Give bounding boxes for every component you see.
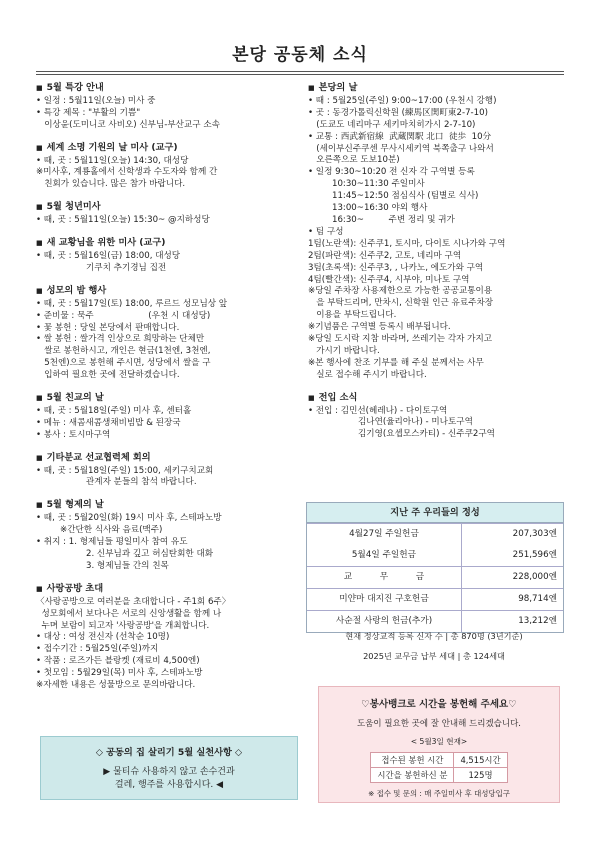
section-title-text: 전입 소식 [318,391,358,403]
section-line: 입하여 필요한 곳에 전달하겠습니다. [36,370,180,381]
section-line: 친회가 있습니다. 많은 참가 바랍니다. [36,179,186,190]
section-line: 이용을 부탁드립니다. [308,310,397,321]
volunteer-bank-table [370,752,507,783]
section-line: 13:00~16:30 야외 행사 [332,203,428,214]
section-line: 3. 형제님들 간의 친목 [86,560,169,571]
square-bullet-icon: ■ [36,501,43,510]
section-line: • 메뉴 : 새콤새콤생채비빔밥 & 된장국 [36,417,181,428]
left-section [36,201,306,227]
offering-label: 교 무 금 [307,567,462,588]
section-line: • 때, 곳 : 5월17일(토) 18:00, 루르드 성모님상 앞 [36,298,228,309]
offering-amount: 251,596엔 [512,550,557,560]
page-title: 본당 공동체 소식 [232,45,368,65]
section-title-text: 5월 청년미사 [46,201,101,213]
section-line: 2. 신부님과 깊고 허심탄회한 대화 [86,549,214,559]
section-line: • 전입 : 김민선(헤레나) - 다이토구역 [308,405,448,416]
section-title [308,82,566,95]
square-bullet-icon: ■ [308,84,315,92]
table-cell: 접수된 봉헌 시간 [371,753,454,768]
table-cell: 125명 [454,768,507,783]
section-line: 이상윤(도미니코 사비오) 신부님-부산교구 소속 [36,119,220,130]
table-row [307,610,563,632]
section-line: ※미사후, 계룡홀에서 신학생과 수도자와 함께 간 [36,167,218,178]
offering-stats-heading: 지난 주 우리들의 정성 [307,503,563,523]
section-line: • 취지 : 1. 형제님들 평일미사 참여 유도 [36,537,188,548]
offering-amount: 207,303엔 [512,529,557,539]
section-line: • 교통 : 西武新宿線 武蔵関駅 北口 徒歩 10分 [308,131,492,142]
left-section [36,583,306,692]
table-cell: 시간을 봉헌하신 분 [371,768,454,783]
section-title [36,201,306,214]
section-line: 기쿠치 추기경님 집전 [86,262,167,273]
section-line: • 쌀 봉헌 : 쌀가격 인상으로 희망하는 단체만 [36,334,205,345]
offering-amount: 228,000엔 [512,572,557,582]
section-line: 누며 보람이 되고자 '사랑공방'을 개최합니다. [36,620,210,631]
title-divider-top [36,71,564,72]
offering-amount: 98,714엔 [518,594,557,604]
left-section [36,452,306,490]
section-line: 3팀(초록색): 신주쿠3, , 나카노, 에도가와 구역 [308,262,484,273]
section-line: • 대상 : 여성 전신자 (선착순 10명) [36,632,170,643]
eco-practice-title: ◇ 공동의 집 살리기 5월 실천사항 ◇ [95,747,243,758]
section-line: • 때, 곳 : 5월11일(오늘) 14:30, 대성당 [36,155,189,166]
square-bullet-icon: ■ [36,203,43,212]
section-line: 가시기 바랍니다. [308,345,380,356]
section-title-text: 사랑공방 초대 [46,582,104,594]
section-line: ※자세한 내용은 성물방으로 문의바랍니다. [36,680,196,691]
offering-stats-table [306,502,564,633]
square-bullet-icon: ■ [36,584,43,593]
section-title [36,237,306,250]
section-line: 1팀(노란색): 신주쿠1, 토시마, 다이토 시나가와 구역 [308,238,506,249]
section-line: • 때, 곳 : 5월16일(금) 18:00, 대성당 [36,250,181,261]
section-title-text: 5월 친교의 날 [46,392,104,404]
offering-label: 5월4일 주일헌금 [307,545,462,566]
section-title [36,583,306,596]
section-line: • 때, 곳 : 5월11일(오늘) 15:30~ @지하성당 [36,215,210,226]
square-bullet-icon: ■ [308,393,315,402]
eco-practice-line-2: 걸레, 행주를 사용합시다. ◀ [114,780,224,790]
section-title-text: 새 교황님을 위한 미사 (교구) [46,237,166,249]
section-line: • 때 : 5월25일(주일) 9:00~17:00 (우천시 강행) [308,95,497,106]
section-line: ※본 행사에 찬조 기부를 해 주실 분께서는 사무 [308,357,484,368]
section-title [36,285,306,298]
section-title [36,82,306,95]
section-line: 오른쪽으로 도보10분) [308,155,400,166]
table-row [307,588,563,610]
title-divider-bottom [36,74,564,75]
volunteer-bank-box [318,686,560,803]
square-bullet-icon: ■ [36,394,43,403]
left-section [36,82,306,132]
section-line: 김기영(요셉모스카티) - 신주쿠2구역 [358,429,495,440]
square-bullet-icon: ■ [36,239,43,248]
section-line: ※당일 도시락 지참 바라며, 쓰레기는 각자 가지고 [308,334,493,345]
table-row [307,523,563,545]
square-bullet-icon: ■ [36,286,43,295]
section-line: • 첫모임 : 5월29일(목) 미사 후, 스테파노방 [36,668,203,679]
volunteer-bank-note: ※ 접수 및 문의 : 매 주일미사 후 대성당입구 [368,789,510,798]
section-line: (세이부신주쿠센 무사시세키역 북쪽출구 나와서 [308,143,494,154]
section-line: • 때, 곳 : 5월18일(주일) 미사 후, 센터홀 [36,405,192,416]
section-line: • 팀 구성 [308,226,344,237]
right-section [308,82,566,382]
section-line: ※기념품은 구역별 등록시 배부됩니다. [308,322,451,333]
table-row [371,753,507,768]
section-line: 5천엔)으로 봉헌해 주시면, 성당에서 쌀을 구 [36,358,211,369]
volunteer-bank-subtitle: 도움이 필요한 곳에 잘 안내해 드리겠습니다. [356,719,521,729]
offering-label: 4월27일 주일헌금 [307,524,462,545]
section-line: • 봉사 : 토시마구역 [36,429,111,440]
section-line: 관계자 분들의 참석 바랍니다. [86,477,197,488]
table-row [307,566,563,588]
registered-members-note: 현재 정상교적 등록 신자 수 | 총 870명 (3년기준) [345,631,523,641]
section-line: 16:30~ 주변 정리 및 귀가 [332,214,455,225]
section-line: • 때, 곳 : 5월18일(주일) 15:00, 세키구치교회 [36,465,214,476]
table-cell: 4,515시간 [454,753,507,768]
right-column [308,82,566,451]
section-line: 11:45~12:50 점심식사 (팀별로 식사) [332,191,479,202]
volunteer-bank-title: ♡봉사뱅크로 시간을 봉헌해 주세요♡ [361,699,517,710]
section-line: 2팀(파란색): 신주쿠2, 고토, 네리마 구역 [308,250,462,261]
section-line: 실로 접수해 주시기 바랍니다. [308,369,427,380]
section-line: 김나연(율리아나) - 미나토구역 [358,417,473,428]
section-title-text: 세계 소명 기원의 날 미사 (교구) [46,141,178,153]
right-section [308,392,566,442]
section-line: • 준비물 : 묵주 (우천 시 대성당) [36,310,211,321]
eco-practice-line-1: ▶ 물티슈 사용하지 않고 손수건과 [103,767,235,777]
table-row [307,545,563,566]
offering-label: 미얀마 대지진 구호헌금 [307,589,462,610]
section-line: (도쿄도 네리마구 세키마치히가시 2-7-10) [308,119,476,130]
section-line: ※당일 주차장 사용제한으로 가능한 공공교통이용 [308,286,493,297]
section-line: 4팀(빨간색): 신주쿠4, 시부야, 미나토 구역 [308,274,470,285]
section-title-text: 5월 특강 안내 [46,82,104,93]
left-section [36,237,306,275]
section-line: ※간단한 식사와 음료(맥주) [60,525,163,536]
left-section [36,142,306,192]
section-line: • 특강 제목 : "부활의 기쁨" [36,107,141,118]
section-title-text: 본당의 날 [318,82,358,93]
square-bullet-icon: ■ [36,453,43,462]
left-section [36,285,306,382]
tithe-households-note: 2025년 교무금 납부 세대 | 총 124세대 [363,651,505,661]
section-title-text: 기타분교 선교협력체 회의 [46,451,151,463]
section-line: • 꽃 봉헌 : 당일 본당에서 판매합니다. [36,322,180,333]
eco-practice-box [40,736,298,800]
table-row [371,768,507,783]
section-line: 10:30~11:30 주일미사 [332,179,425,190]
square-bullet-icon: ■ [36,84,43,92]
offering-amount: 13,212엔 [518,616,557,626]
square-bullet-icon: ■ [36,143,43,152]
section-line: • 곳 : 동경가톨릭신학원 (練馬区関町東2-7-10) [308,107,488,118]
section-title-text: 성모의 밤 행사 [46,284,107,296]
section-line: 〈사랑공방으로 여러분을 초대합니다 - 주1회 6주〉 [36,596,231,607]
offering-label: 사순절 사랑의 헌금(추가) [307,611,462,632]
section-line: 쌀로 봉헌하시고, 개인은 현금(1천엔, 3천엔, [36,346,211,357]
section-title [308,392,566,405]
section-line: 성모회에서 보다나은 서로의 신앙생활을 함께 나 [36,608,222,619]
section-title [36,392,306,405]
section-line: • 일정 : 5월11일(오늘) 미사 중 [36,95,156,106]
section-title-text: 5월 형제의 날 [46,499,104,511]
section-line: • 접수기간 : 5월25일(주일)까지 [36,644,159,655]
section-line: • 일정 9:30~10:20 전 신자 각 구역별 등록 [308,167,475,178]
left-column [36,82,306,702]
section-line: 을 부탁드리며, 만차시, 신학원 인근 유료주차장 [308,298,494,309]
section-title [36,142,306,155]
section-line: • 작품 : 로즈가든 블랑켓 (재료비 4,500엔) [36,656,200,667]
left-section [36,499,306,572]
left-section [36,392,306,442]
volunteer-bank-date: < 5월3일 현재> [410,737,468,746]
section-line: • 때, 곳 : 5월20일(화) 19시 미사 후, 스테파노방 [36,513,222,524]
section-title [36,452,306,465]
section-title [36,499,306,512]
